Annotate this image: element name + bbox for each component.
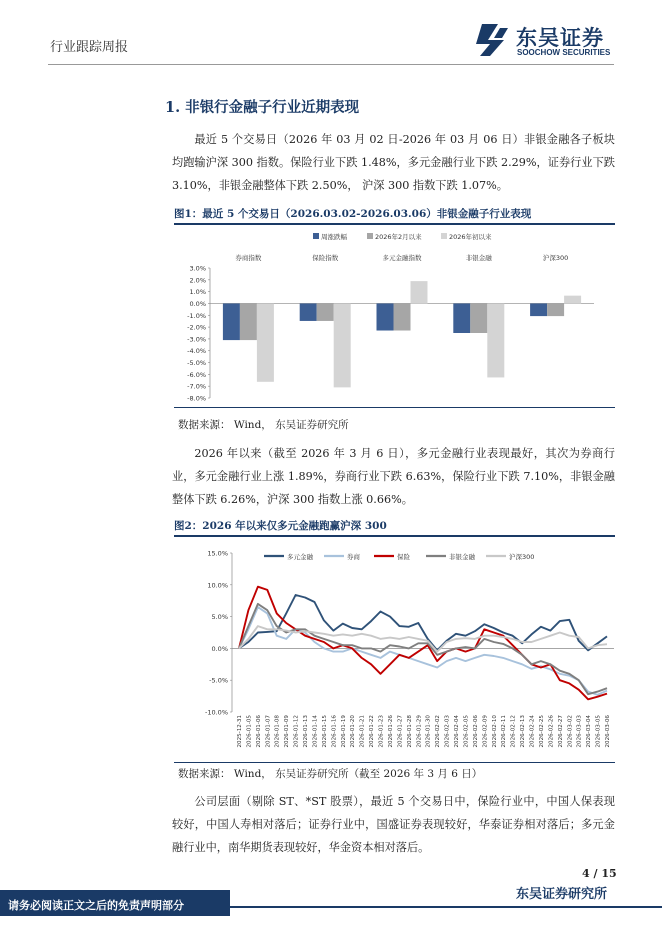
- y-tick-label: -10.0%: [205, 708, 228, 717]
- x-tick-label: 2026-01-19: [340, 715, 347, 748]
- x-tick-label: 2026-03-06: [605, 715, 611, 748]
- x-tick-label: 2026-03-04: [586, 715, 593, 748]
- y-tick-label: -1.0%: [187, 311, 206, 320]
- legend-label-2: 2026年初以来: [449, 233, 492, 241]
- y-tick-label: 3.0%: [189, 264, 206, 273]
- figure2-line-chart: [174, 538, 615, 760]
- bar-2-3: [334, 303, 351, 387]
- y-tick-label: -6.0%: [187, 370, 206, 379]
- x-tick-label: 2026-01-29: [416, 715, 423, 748]
- legend-label-0: 周涨跌幅: [321, 233, 347, 241]
- ytd-paragraph: [172, 442, 615, 511]
- x-tick-label: 2026-01-08: [274, 715, 281, 748]
- category-label: 沪深300: [542, 254, 569, 262]
- company-paragraph: [172, 790, 615, 859]
- x-tick-label: 2026-02-09: [482, 715, 489, 748]
- ytd-paragraph-text: 2026 年以来（截至 2026 年 3 月 6 日），多元金融行业表现最好，其次为券商行业，多元金融行业上涨 1.89%，券商行业下跌 6.63%，保险行业下跌 7.10%，非银金融整体下跌 6.26%，沪深 300 指数上涨 0.66%。: [172, 447, 615, 506]
- x-tick-label: 2026-01-06: [255, 715, 262, 748]
- bar-4-2: [470, 303, 487, 333]
- series-line-2: [239, 607, 607, 695]
- x-tick-label: 2026-03-05: [595, 715, 602, 748]
- x-tick-label: 2026-03-03: [576, 715, 583, 748]
- x-tick-label: 2026-03-02: [567, 715, 574, 748]
- brand-mark-icon: [474, 20, 514, 60]
- footer-brand: 东吴证券研究所: [516, 887, 608, 902]
- x-tick-label: 2026-01-30: [425, 715, 432, 748]
- y-tick-label: -4.0%: [187, 347, 206, 356]
- y-tick-label: 2.0%: [189, 276, 206, 285]
- x-tick-label: 2026-01-14: [312, 715, 319, 748]
- x-tick-label: 2026-02-06: [472, 715, 479, 748]
- y-tick-label: -7.0%: [187, 382, 206, 391]
- section-title: 1. 非银行金融子行业近期表现: [165, 99, 360, 116]
- x-tick-label: 2026-02-12: [510, 715, 517, 748]
- x-tick-label: 2026-02-11: [501, 715, 508, 748]
- y-tick-label: -5.0%: [187, 359, 206, 368]
- header-section-label: 行业跟踪周报: [50, 40, 129, 55]
- x-tick-label: 2026-02-05: [463, 715, 470, 748]
- figure2-title: 图2：2026 年以来仅多元金融跑赢沪深 300: [174, 520, 387, 532]
- y-tick-label: 0.0%: [189, 299, 206, 308]
- brand-name-cn: 东吴证券: [516, 26, 604, 50]
- bar-5-2: [547, 303, 564, 316]
- category-label: 非银金融: [465, 254, 492, 262]
- bar-4-1: [453, 303, 470, 333]
- bar-2-1: [300, 303, 317, 320]
- x-tick-label: 2026-01-05: [246, 715, 253, 748]
- legend-label-3: 非银金融: [449, 553, 475, 561]
- y-tick-label: 0.0%: [211, 644, 228, 653]
- x-tick-label: 2026-01-22: [369, 715, 376, 748]
- y-tick-label: 10.0%: [207, 581, 228, 590]
- header-divider: [48, 64, 614, 65]
- footer-rule: [230, 906, 662, 908]
- page-number: 4 / 15: [582, 867, 617, 880]
- intro-paragraph: [172, 128, 615, 197]
- legend-label-2: 保险: [397, 553, 410, 561]
- bar-1-1: [223, 303, 240, 340]
- y-tick-label: -8.0%: [187, 394, 206, 403]
- category-label: 多元金融指数: [382, 254, 422, 262]
- figure2-top-rule: [174, 535, 615, 537]
- x-tick-label: 2026-02-04: [454, 715, 461, 748]
- x-tick-label: 2026-01-28: [406, 715, 413, 748]
- x-tick-label: 2026-01-12: [293, 715, 300, 748]
- x-tick-label: 2026-02-02: [435, 715, 442, 748]
- legend-label-0: 多元金融: [287, 553, 313, 561]
- legend-swatch-1: [367, 233, 373, 239]
- figure1-title: 图1：最近 5 个交易日（2026.03.02-2026.03.06）非银金融子行业表现: [174, 208, 532, 220]
- figure1-source: 数据来源： Wind， 东吴证券研究所: [178, 419, 349, 431]
- footer-disclaimer: 请务必阅读正文之后的免责声明部分: [8, 899, 184, 912]
- figure1-top-rule: [174, 223, 615, 225]
- x-tick-label: 2026-01-23: [378, 715, 385, 748]
- legend-label-4: 沪深300: [509, 553, 535, 561]
- x-tick-label: 2026-02-03: [444, 715, 451, 748]
- x-tick-label: 2026-02-13: [520, 715, 527, 748]
- bar-1-2: [240, 303, 257, 340]
- bar-3-2: [394, 303, 411, 330]
- y-tick-label: 1.0%: [189, 288, 206, 297]
- bar-1-3: [257, 303, 274, 381]
- bar-4-3: [487, 303, 504, 377]
- bar-3-3: [411, 281, 428, 303]
- x-tick-label: 2026-01-09: [284, 715, 291, 748]
- intro-paragraph-text: 最近 5 个交易日（2026 年 03 月 02 日-2026 年 03 月 06 日）非银金融各子板块均跑输沪深 300 指数。保险行业下跌 1.48%，多元金融行业下跌 2.29%，证券行业下跌 3.10%，非银金融整体下跌 2.50%， 沪深 300 指数下跌 1.07%。: [172, 133, 615, 192]
- x-tick-label: 2026-01-15: [321, 715, 328, 748]
- figure2-bottom-rule: [174, 762, 615, 763]
- figure1-bar-chart: [174, 226, 615, 406]
- brand-logo: [474, 20, 624, 62]
- bar-3-1: [377, 303, 394, 330]
- x-tick-label: 2026-02-25: [538, 715, 545, 748]
- bar-5-3: [564, 296, 581, 304]
- y-tick-label: -2.0%: [187, 323, 206, 332]
- bar-5-1: [530, 303, 547, 316]
- y-tick-label: -3.0%: [187, 335, 206, 344]
- x-tick-label: 2026-02-26: [548, 715, 555, 748]
- x-tick-label: 2026-01-16: [331, 715, 338, 748]
- legend-swatch-0: [313, 233, 319, 239]
- figure1-bottom-rule: [174, 407, 615, 408]
- x-tick-label: 2026-02-10: [491, 715, 498, 748]
- legend-label-1: 券商: [347, 553, 360, 561]
- x-tick-label: 2026-02-24: [529, 715, 536, 748]
- category-label: 保险指数: [312, 254, 339, 262]
- y-tick-label: 15.0%: [207, 549, 228, 558]
- x-tick-label: 2026-01-07: [265, 715, 272, 748]
- x-tick-label: 2026-01-26: [387, 715, 394, 748]
- legend-swatch-2: [441, 233, 447, 239]
- y-tick-label: 5.0%: [211, 613, 228, 622]
- x-tick-label: 2026-02-27: [557, 715, 564, 748]
- bar-2-2: [317, 303, 334, 320]
- company-paragraph-text: 公司层面（剔除 ST、*ST 股票），最近 5 个交易日中，保险行业中，中国人保表现较好，中国人寿相对落后；证券行业中，国盛证券表现较好，华泰证券相对落后；多元金融行业中，南华期货表现较好，华金资本相对落后。: [172, 795, 615, 854]
- y-tick-label: -5.0%: [209, 676, 228, 685]
- category-label: 券商指数: [235, 254, 262, 262]
- legend-label-1: 2026年2月以来: [375, 233, 422, 241]
- x-tick-label: 2026-01-21: [359, 715, 366, 748]
- x-tick-label: 2026-01-20: [350, 715, 357, 748]
- brand-name-en: SOOCHOW SECURITIES: [517, 48, 611, 57]
- x-tick-label: 2025-12-31: [237, 715, 243, 748]
- series-line-1: [239, 595, 607, 650]
- x-tick-label: 2026-01-27: [397, 715, 404, 748]
- figure2-source: 数据来源： Wind， 东吴证券研究所（截至 2026 年 3 月 6 日）: [178, 768, 483, 780]
- x-tick-label: 2026-01-13: [303, 715, 310, 748]
